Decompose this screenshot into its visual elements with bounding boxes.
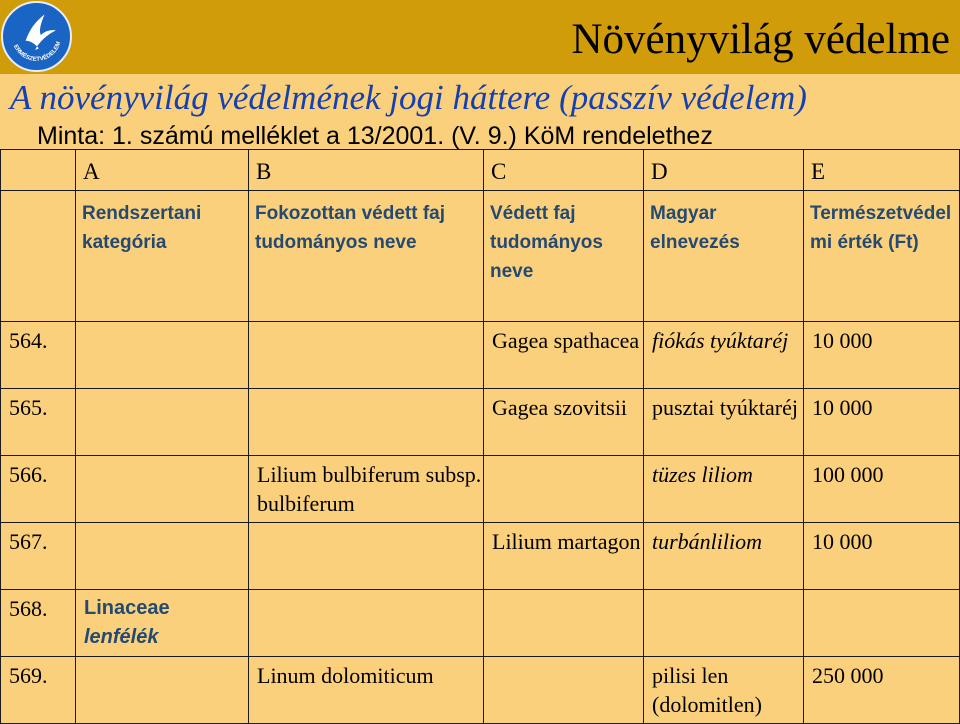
value: 10 000 bbox=[804, 523, 960, 590]
table-row bbox=[1, 590, 960, 657]
table-row bbox=[1, 523, 960, 590]
row-number: 564. bbox=[1, 322, 76, 389]
table-row bbox=[1, 456, 960, 523]
protected-species: Lilium martagon bbox=[484, 523, 644, 590]
taxonomic-category bbox=[76, 590, 249, 657]
column-letter-c: C bbox=[484, 150, 644, 191]
table-row bbox=[1, 657, 960, 724]
column-header-row bbox=[1, 191, 960, 322]
hungarian-name: fiókás tyúktaréj bbox=[644, 322, 804, 389]
row-number: 566. bbox=[1, 456, 76, 523]
strictly-protected-species: Linum dolomiticum bbox=[249, 657, 484, 724]
strictly-protected-species: Lilium bulbiferum subsp. bulbiferum bbox=[249, 456, 484, 523]
row-number: 569. bbox=[1, 657, 76, 724]
source-reference: Minta: 1. számú melléklet a 13/2001. (V. 9.) KöM rendelethez bbox=[37, 122, 713, 150]
termeszetvedelem-logo bbox=[1, 1, 72, 72]
table-row bbox=[1, 389, 960, 456]
svg-text:TERMÉSZETVÉDELEM: ERMÉSZETVÉDELEM bbox=[11, 40, 63, 63]
category-hungarian: lenfélék bbox=[84, 626, 159, 648]
header-magyar: Magyar elnevezés bbox=[644, 191, 804, 322]
species-table bbox=[0, 149, 960, 724]
protected-species: Gagea spathacea bbox=[484, 322, 644, 389]
hungarian-name: tüzes liliom bbox=[644, 456, 804, 523]
category-latin: Linaceae bbox=[84, 597, 170, 619]
protected-species: Gagea szovitsii bbox=[484, 389, 644, 456]
row-number: 567. bbox=[1, 523, 76, 590]
row-number: 568. bbox=[1, 590, 76, 657]
title-bar bbox=[0, 0, 960, 74]
header-rendszertani: Rendszertani kategória bbox=[76, 191, 249, 322]
header-vedett: Védett faj tudományos neve bbox=[484, 191, 644, 322]
column-letter-b: B bbox=[249, 150, 484, 191]
value: 250 000 bbox=[804, 657, 960, 724]
column-letter-a: A bbox=[76, 150, 249, 191]
header-fokozottan-vedett: Fokozottan védett faj tudományos neve bbox=[249, 191, 484, 322]
table-row bbox=[1, 322, 960, 389]
value: 10 000 bbox=[804, 389, 960, 456]
value: 100 000 bbox=[804, 456, 960, 523]
slide-subtitle: A növényvilág védelmének jogi háttere (passzív védelem) bbox=[10, 78, 807, 117]
value: 10 000 bbox=[804, 322, 960, 389]
page-title: Növényvilág védelme bbox=[571, 16, 950, 63]
row-number: 565. bbox=[1, 389, 76, 456]
column-letter-d: D bbox=[644, 150, 804, 191]
hungarian-name: pusztai tyúktaréj bbox=[644, 389, 804, 456]
column-letter-row bbox=[1, 150, 960, 191]
column-letter-e: E bbox=[804, 150, 960, 191]
hungarian-name: pilisi len (dolomitlen) bbox=[644, 657, 804, 724]
header-ertek: Természetvédelmi érték (Ft) bbox=[804, 191, 960, 322]
hungarian-name: turbánliliom bbox=[644, 523, 804, 590]
